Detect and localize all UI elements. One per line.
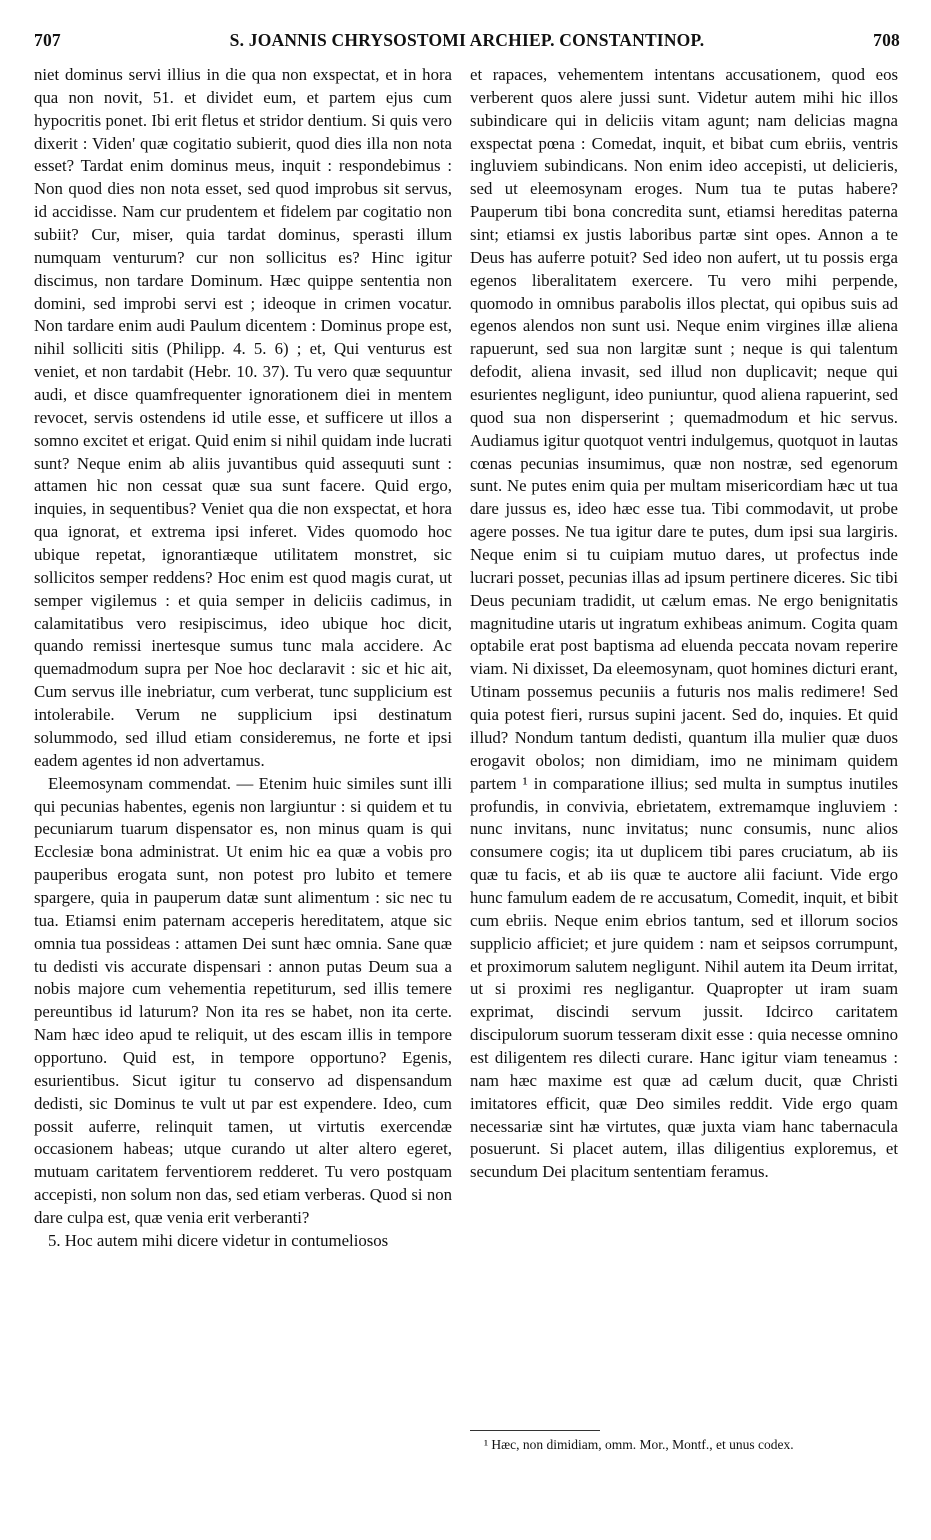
running-header — [34, 30, 900, 56]
page-number-left: 707 — [34, 30, 61, 50]
paragraph: 5. Hoc autem mihi dicere videtur in contumeliosos — [48, 1230, 389, 1250]
paragraph: niet dominus servi illius in die qua non exspectat, et in hora qua non novit, 51. et dividet eum, et partem ejus cum hypocritis ponet. Ibi erit fletus et stridor dentium. Si quis vero dixerit : Viden' quæ cogitatio subierit, quod dies illa non nota esset? Tardat enim dominus meus, inquit : respondebimus : Non quod dies non nota esset, sed quod improbus sit servus, id accidisse. Nam cur prudentem et fidelem par cogitatio non subiit? Cur, miser, quia tardat dominus, sperasti illum numquam venturum? cur non sollicitus es? Hinc igitur discimus, non tardare Dominum. Hæc quippe sententia non domini, sed improbi servi est ; ideoque in crimen vocatur. Non tardare enim audi Paulum dicentem : Dominus prope est, nihil solliciti sitis (Philipp. 4. 5. 6) ; et, Qui venturus est veniet, et non tardabit (Hebr. 10. 37). Tu vero quæ sequuntur audi, et disce quamfrequenter ignorationem diei in mentem revocet, servis ostendens id utile esse, et sufficere ut illos a somno excitet et erigat. Quid enim si nihil quidam inde lucrati sunt? Neque enim ab aliis juvantibus quid assequuti sunt : attamen hic non cessat quæ sua sunt facere. Quid ergo, inquies, in sequentibus? Veniet qua die non exspectat, et hora qua ignorat, et extrema ipsi inferet. Vides quomodo hoc ubique repetat, ignorantiæque utilitatem monstret, sic sollicitos semper reddens? Hoc enim est quod magis curat, ut semper vigilemus : et quia semper in deliciis cadimus, in calamitatibus vero resipiscimus, ideo ubique hoc dicit, quando remissi inertesque sumus tunc mala accidere. Ac quemadmodum supra per Noe hoc declaravit : sic et hic ait, Cum servus ille inebriatur, cum verberat, tunc supplicium est intolerabile. Verum ne supplicium ipsi destinatum solummodo, sed illud etiam consideremus, ne forte et ipsi eadem agentes id non advertamus. — [34, 65, 452, 770]
footnote: ¹ Hæc, non dimidiam, omm. Mor., Montf., et unus codex. — [484, 1437, 794, 1452]
running-title: S. JOANNIS CHRYSOSTOMI ARCHIEP. CONSTANTINOP. — [229, 30, 705, 50]
right-column — [470, 64, 898, 1184]
paragraph: et rapaces, vehementem intentans accusationem, quod eos verberent quos alere jussi sunt. Videtur autem mihi hic illos subindicare qui in deliciis vitam agunt; nam delicias magna exspectat pœna : Comedat, inquit, et bibat cum ebriis, ventris ingluviem subindicans. Non enim ideo accepisti, ut delicieris, sed ut eleemosynam eroges. Num tua te putas habere? Pauperum tibi bona concredita sunt, etiamsi hereditas paterna sint; etiamsi ex justis laboribus partæ sint opes. Annon a te Deus has auferre potuit? Sed ideo non aufert, ut tu possis erga egenos liberalitatem exercere. Tu vero mihi perpende, quomodo in omnibus parabolis illos plectat, qui opibus suis ad egenos alendos non sunt usi. Neque enim virgines illæ aliena rapuerunt, sed sua non largitæ sunt ; neque is qui talentum defodit, aliena invasit, sed illud non duplicavit; neque qui esurientes negligunt, ideo puniuntur, quod aliena rapuerint, sed quod sua non disperserint ; quemadmodum et hic servus. Audiamus igitur quotquot ventri indulgemus, quotquot in lautas cœnas pecunias insumimus, quæ non nostræ, sed egenorum sunt. Ne putes enim quia per multam misericordiam hæc ut tua dare jussus es, ideo hæc esse tua. Tibi commodavit, ut probe agere posses. Ne tua igitur dare te putes, dum ipsi sua largiris. Neque enim si tu cuipiam mutuo dares, ut profectus inde lucrari posset, pecunias illas ad ipsum pertinere diceres. Sic tibi Deus pecuniam tradidit, ut cælum emas. Ne ergo benignitatis magnitudine utaris ut ingratum exhibeas animum. Cogita quam optabile erat post baptisma ad eluenda peccata novam reperire viam. Ni dixisset, Da eleemosynam, quot homines dicturi erant, Utinam possemus pecuniis a futuris nos malis redimere! Sed quia potest fieri, rursus supini jacent. Sed do, inquies. Et quid illud? Nondum tantum dedisti, quantum illa mulier quæ duos erogavit obolos; non dimidiam, imo ne minimam quidem partem ¹ in comparatione illius; sed multa in sumptus inutiles profundis, in convivia, ebrietatem, extremamque ingluviem : nunc invitans, nunc invitatus; nunc consumis, nunc alios consumere cogis; ita ut duplicem tibi pares cruciatum, ab iis quæ tu facis, et ab iis quæ te auctore alii faciunt. Vide ergo hunc famulum eadem de re accusatum, Comedit, inquit, et bibit cum ebriis. Neque enim ebrios tantum, sed et illorum socios supplicio afficiet; et jure quidem : nam et seipsos corrumpunt, et proximorum salutem negligunt. Nihil autem ita Deum irritat, ut si proximi res negligantur. Quapropter ut iram suam exprimat, discindi servum jussit. Idcirco caritatem discipulorum suorum tesseram dixit esse : quia necesse omnino est diligentem res dilecti curare. Hanc igitur viam teneamus : nam hæc maxime est quæ ad cælum ducit, quæ Christi imitatores efficit, quæ Deo similes reddit. Vide ergo quam necessariæ sint hæ virtutes, quæ juxta viam hanc tabernacula posuerunt. Si placet autem, illas diligentius exploremus, et secundum Dei placitum sententiam feramus. — [470, 65, 898, 1182]
paragraph: Eleemosynam commendat. — Etenim huic similes sunt illi qui pecunias habentes, egenis non largiuntur : si quidem et tu pecuniarum tuarum dispensator es, non minus quam is qui Ecclesiæ bona administrat. Ut enim hic ea quæ a vobis pro pauperibus erogata sunt, non potest pro lubito et temere spargere, quia in pauperum datæ sunt alimentum : sic nec tu tua. Etiamsi enim paternam acceperis hereditatem, atque sic omnia tua possideas : attamen Dei sunt hæc omnia. Sane quæ tu dedisti vis accurate dispensari : annon putas Deum sua a nobis majore cum vehementia repetiturum, sed illis temere pereuntibus id laturum? Non ita res se habet, non ita certe. Nam hæc ideo apud te reliquit, ut des escam illis in tempore opportuno. Quid est, in tempore opportuno? Egenis, esurientibus. Sicut igitur tu conservo ad dispensandum dedisti, sic Dominus te vult ut par est expendere. Ideo, cum possit auferre, relinquit tamen, ut virtutis exercendæ occasionem habeas; utque curando ut alter altero egeret, mutuam caritatem ferventiorem redderet. Tu vero postquam accepisti, non solum non das, sed etiam verberas. Quod si non dare culpa est, quæ venia erit verberanti? — [34, 773, 452, 1227]
footnote-rule — [470, 1430, 600, 1431]
page-number-right: 708 — [873, 30, 900, 50]
left-column — [34, 64, 452, 1253]
